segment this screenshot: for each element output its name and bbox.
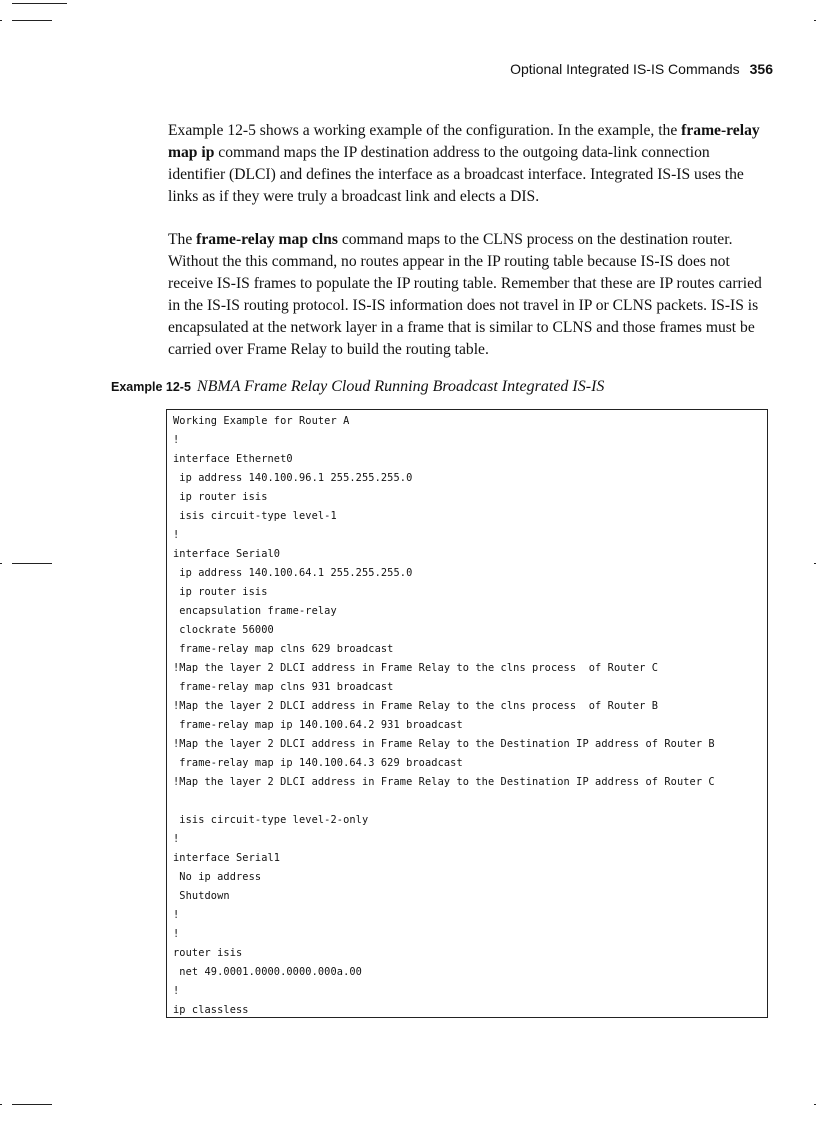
code-line: !Map the layer 2 DLCI address in Frame Relay to the clns process of Router B	[173, 700, 659, 712]
crop-mark	[12, 1104, 52, 1105]
code-line: isis circuit-type level-2-only	[173, 814, 369, 826]
code-line: !	[173, 909, 180, 921]
crop-mark	[0, 1104, 2, 1105]
code-line: ip address 140.100.96.1 255.255.255.0	[173, 472, 413, 484]
code-listing	[166, 409, 768, 1018]
code-line: frame-relay map ip 140.100.64.3 629 broadcast	[173, 757, 463, 769]
code-line: No ip address	[173, 871, 262, 883]
page-number: 356	[749, 61, 773, 77]
code-line: encapsulation frame-relay	[173, 605, 337, 617]
code-line: Working Example for Router A	[173, 415, 350, 427]
code-line: interface Serial0	[173, 548, 281, 560]
code-line: !Map the layer 2 DLCI address in Frame Relay to the Destination IP address of Router B	[173, 738, 715, 750]
header-title: Optional Integrated IS-IS Commands	[510, 61, 740, 77]
command-keyword: frame-relay map ip	[168, 122, 760, 161]
code-line: frame-relay map ip 140.100.64.2 931 broadcast	[173, 719, 463, 731]
code-line: isis circuit-type level-1	[173, 510, 337, 522]
code-line: frame-relay map clns 629 broadcast	[173, 643, 394, 655]
body-paragraph	[168, 120, 770, 208]
code-line: !	[173, 833, 180, 845]
code-line: Shutdown	[173, 890, 230, 902]
paragraph-text: The	[168, 231, 197, 248]
code-line: ip router isis	[173, 586, 268, 598]
example-caption	[111, 378, 604, 396]
code-line: router isis	[173, 947, 243, 959]
code-line: ip classless	[173, 1004, 249, 1016]
example-label: Example 12-5	[111, 380, 191, 394]
code-line: !	[173, 928, 180, 940]
crop-mark	[12, 563, 52, 564]
code-line: frame-relay map clns 931 broadcast	[173, 681, 394, 693]
code-line: ip address 140.100.64.1 255.255.255.0	[173, 567, 413, 579]
code-line: !	[173, 985, 180, 997]
code-line: interface Serial1	[173, 852, 281, 864]
body-paragraph	[168, 229, 770, 361]
crop-mark	[12, 20, 52, 21]
crop-mark	[0, 563, 2, 564]
example-title: NBMA Frame Relay Cloud Running Broadcast Integrated IS-IS	[196, 378, 605, 395]
code-line: net 49.0001.0000.0000.000a.00	[173, 966, 362, 978]
code-line	[173, 792, 767, 811]
crop-mark	[12, 3, 67, 4]
crop-mark	[0, 20, 2, 21]
code-line: interface Ethernet0	[173, 453, 293, 465]
running-header	[510, 61, 773, 77]
code-line: !Map the layer 2 DLCI address in Frame Relay to the Destination IP address of Router C	[173, 776, 715, 788]
paragraph-text: Example 12-5 shows a working example of the configuration. In the example, the	[168, 122, 682, 139]
code-line: !	[173, 434, 180, 446]
code-line: !Map the layer 2 DLCI address in Frame Relay to the clns process of Router C	[173, 662, 659, 674]
code-line: !	[173, 529, 180, 541]
code-line: clockrate 56000	[173, 624, 274, 636]
paragraph-text: command maps the IP destination address to the outgoing data-link connection identifier (DLCI) and defines the interface as a broadcast interface. Integrated IS-IS uses the links as if they were truly a broadcast link and elects a DIS.	[168, 144, 744, 205]
paragraph-text: command maps to the CLNS process on the destination router. Without the this command, no routes appear in the IP routing table because IS-IS does not receive IS-IS frames to populate the IP routing table. Remember that these are IP routes carried in the IS-IS routing protocol. IS-IS information does not travel in IP or CLNS packets. IS-IS is encapsulated at the network layer in a frame that is similar to CLNS and those frames must be carried over Frame Relay to build the routing table.	[168, 231, 762, 358]
command-keyword: frame-relay map clns	[196, 231, 338, 248]
code-line: ip router isis	[173, 491, 268, 503]
